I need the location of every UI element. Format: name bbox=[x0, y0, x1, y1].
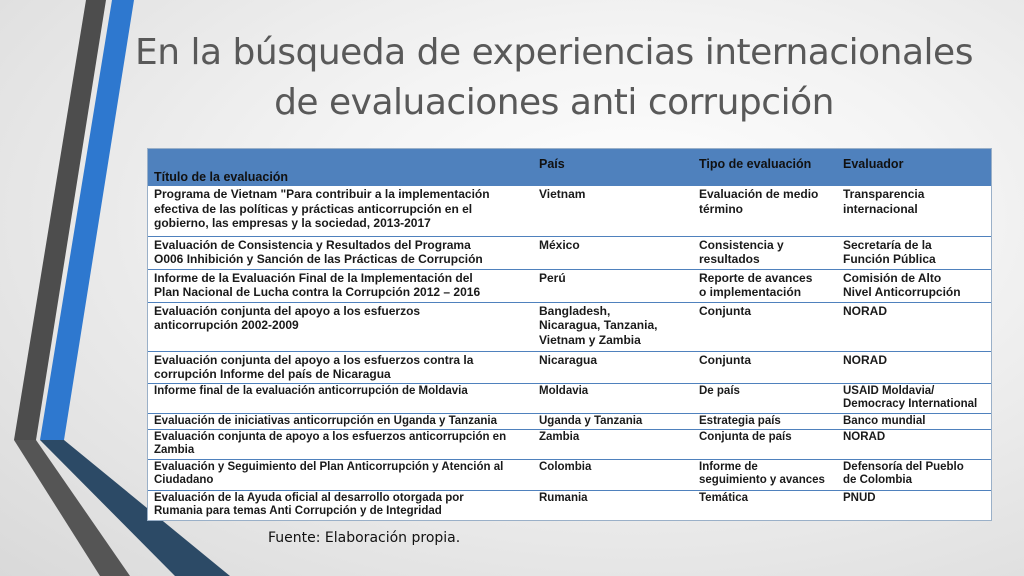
cell-titulo: Evaluación conjunta del apoyo a los esfuerzos anticorrupción 2002-2009 bbox=[148, 302, 533, 351]
cell-pais: Zambia bbox=[533, 429, 693, 459]
table-row bbox=[148, 186, 991, 236]
cell-pais: Colombia bbox=[533, 459, 693, 490]
header-titulo: Título de la evaluación bbox=[148, 149, 533, 186]
cell-tipo: Consistencia y resultados bbox=[693, 236, 837, 269]
header-evaluador: Evaluador bbox=[837, 149, 991, 186]
cell-evaluador: Transparencia internacional bbox=[837, 186, 991, 236]
table-row bbox=[148, 490, 991, 520]
cell-titulo: Evaluación conjunta de apoyo a los esfuerzos anticorrupción en Zambia bbox=[148, 429, 533, 459]
table-row bbox=[148, 269, 991, 302]
cell-evaluador: NORAD bbox=[837, 429, 991, 459]
cell-titulo: Informe final de la evaluación anticorrupción de Moldavia bbox=[148, 383, 533, 413]
cell-titulo: Evaluación de Consistencia y Resultados del Programa O006 Inhibición y Sanción de las Prácticas de Corrupción bbox=[148, 236, 533, 269]
cell-tipo: Evaluación de medio término bbox=[693, 186, 837, 236]
cell-pais: Moldavia bbox=[533, 383, 693, 413]
cell-tipo: Conjunta bbox=[693, 351, 837, 383]
cell-pais: Nicaragua bbox=[533, 351, 693, 383]
title-line-2: de evaluaciones anti corrupción bbox=[274, 82, 834, 123]
cell-evaluador: Banco mundial bbox=[837, 413, 991, 429]
evaluations-table-container bbox=[147, 148, 992, 521]
source-note: Fuente: Elaboración propia. bbox=[268, 530, 461, 546]
cell-evaluador: USAID Moldavia/ Democracy International bbox=[837, 383, 991, 413]
table-row bbox=[148, 459, 991, 490]
header-tipo: Tipo de evaluación bbox=[693, 149, 837, 186]
page-title bbox=[100, 28, 1008, 128]
cell-titulo: Evaluación y Seguimiento del Plan Anticorrupción y Atención al Ciudadano bbox=[148, 459, 533, 490]
cell-tipo: Reporte de avances o implementación bbox=[693, 269, 837, 302]
cell-titulo: Evaluación de iniciativas anticorrupción en Uganda y Tanzania bbox=[148, 413, 533, 429]
table-row bbox=[148, 383, 991, 413]
header-pais: País bbox=[533, 149, 693, 186]
table-header-row bbox=[148, 149, 991, 186]
table-row bbox=[148, 236, 991, 269]
table-row bbox=[148, 351, 991, 383]
cell-tipo: Estrategia país bbox=[693, 413, 837, 429]
cell-tipo: Temática bbox=[693, 490, 837, 520]
cell-evaluador: PNUD bbox=[837, 490, 991, 520]
cell-evaluador: Comisión de Alto Nivel Anticorrupción bbox=[837, 269, 991, 302]
cell-tipo: Informe de seguimiento y avances bbox=[693, 459, 837, 490]
cell-pais: Perú bbox=[533, 269, 693, 302]
table-row bbox=[148, 413, 991, 429]
cell-evaluador: Defensoría del Pueblo de Colombia bbox=[837, 459, 991, 490]
table-row bbox=[148, 429, 991, 459]
evaluations-table bbox=[148, 149, 991, 521]
cell-evaluador: Secretaría de la Función Pública bbox=[837, 236, 991, 269]
cell-pais: Rumania bbox=[533, 490, 693, 520]
cell-pais: Vietnam bbox=[533, 186, 693, 236]
cell-pais: Bangladesh, Nicaragua, Tanzania, Vietnam y Zambia bbox=[533, 302, 693, 351]
cell-pais: México bbox=[533, 236, 693, 269]
cell-evaluador: NORAD bbox=[837, 302, 991, 351]
title-line-1: En la búsqueda de experiencias internacionales bbox=[135, 32, 973, 73]
cell-titulo: Evaluación de la Ayuda oficial al desarrollo otorgada por Rumania para temas Anti Corrupción y de Integridad bbox=[148, 490, 533, 520]
cell-titulo: Programa de Vietnam "Para contribuir a la implementación efectiva de las políticas y prácticas anticorrupción en el gobierno, las empresas y la sociedad, 2013-2017 bbox=[148, 186, 533, 236]
cell-tipo: De país bbox=[693, 383, 837, 413]
table-row bbox=[148, 302, 991, 351]
cell-tipo: Conjunta bbox=[693, 302, 837, 351]
cell-titulo: Informe de la Evaluación Final de la Implementación del Plan Nacional de Lucha contra la Corrupción 2012 – 2016 bbox=[148, 269, 533, 302]
cell-pais: Uganda y Tanzania bbox=[533, 413, 693, 429]
cell-titulo: Evaluación conjunta del apoyo a los esfuerzos contra la corrupción Informe del país de Nicaragua bbox=[148, 351, 533, 383]
cell-tipo: Conjunta de país bbox=[693, 429, 837, 459]
cell-evaluador: NORAD bbox=[837, 351, 991, 383]
